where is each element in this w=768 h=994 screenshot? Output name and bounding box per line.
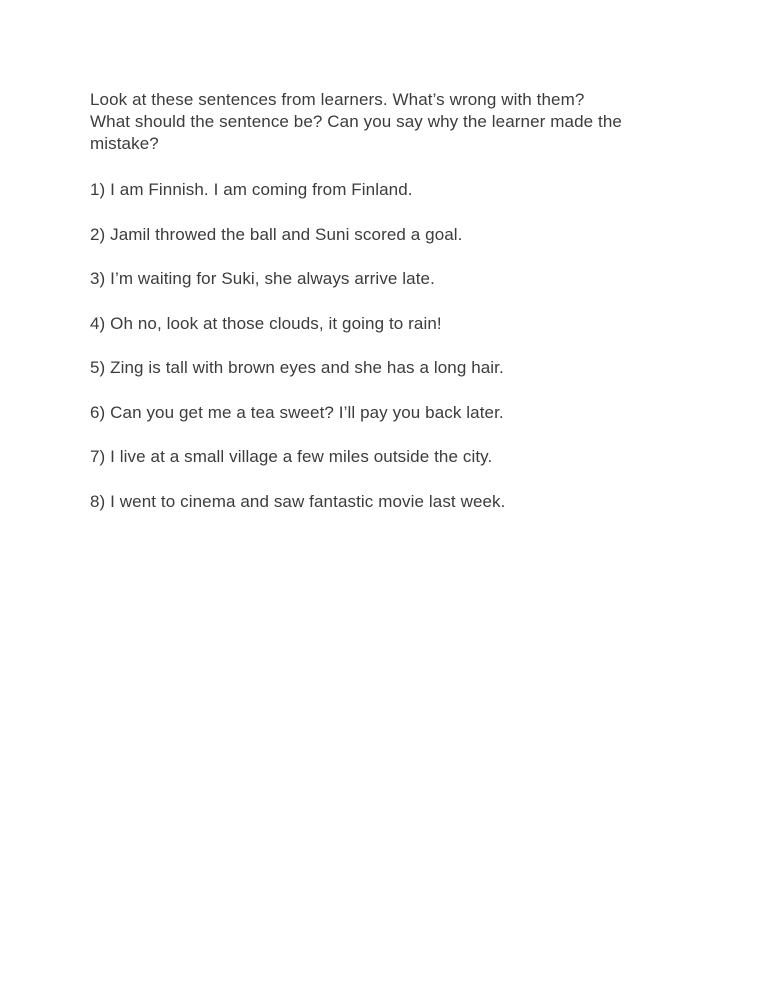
sentence-item-8: 8) I went to cinema and saw fantastic movie last week. (90, 491, 506, 511)
sentence-item-1: 1) I am Finnish. I am coming from Finland. (90, 180, 413, 199)
instructions-line-2: What should the sentence be? Can you say why the learner made the (90, 112, 622, 131)
sentence-item-3: 3) I’m waiting for Suki, she always arrive late. (90, 269, 435, 288)
sentence-item-4: 4) Oh no, look at those clouds, it going to rain! (90, 313, 442, 333)
document-text-block (90, 89, 698, 535)
instructions-line-1: Look at these sentences from learners. What’s wrong with them? (90, 90, 585, 109)
sentence-item-5: 5) Zing is tall with brown eyes and she has a long hair. (90, 358, 504, 377)
instructions-line-3: mistake? (90, 134, 159, 153)
sentence-item-2: 2) Jamil throwed the ball and Suni scored a goal. (90, 224, 463, 244)
sentence-item-7: 7) I live at a small village a few miles outside the city. (90, 447, 493, 466)
sentence-item-6: 6) Can you get me a tea sweet? I’ll pay you back later. (90, 402, 504, 422)
instructions-paragraph (90, 89, 698, 155)
